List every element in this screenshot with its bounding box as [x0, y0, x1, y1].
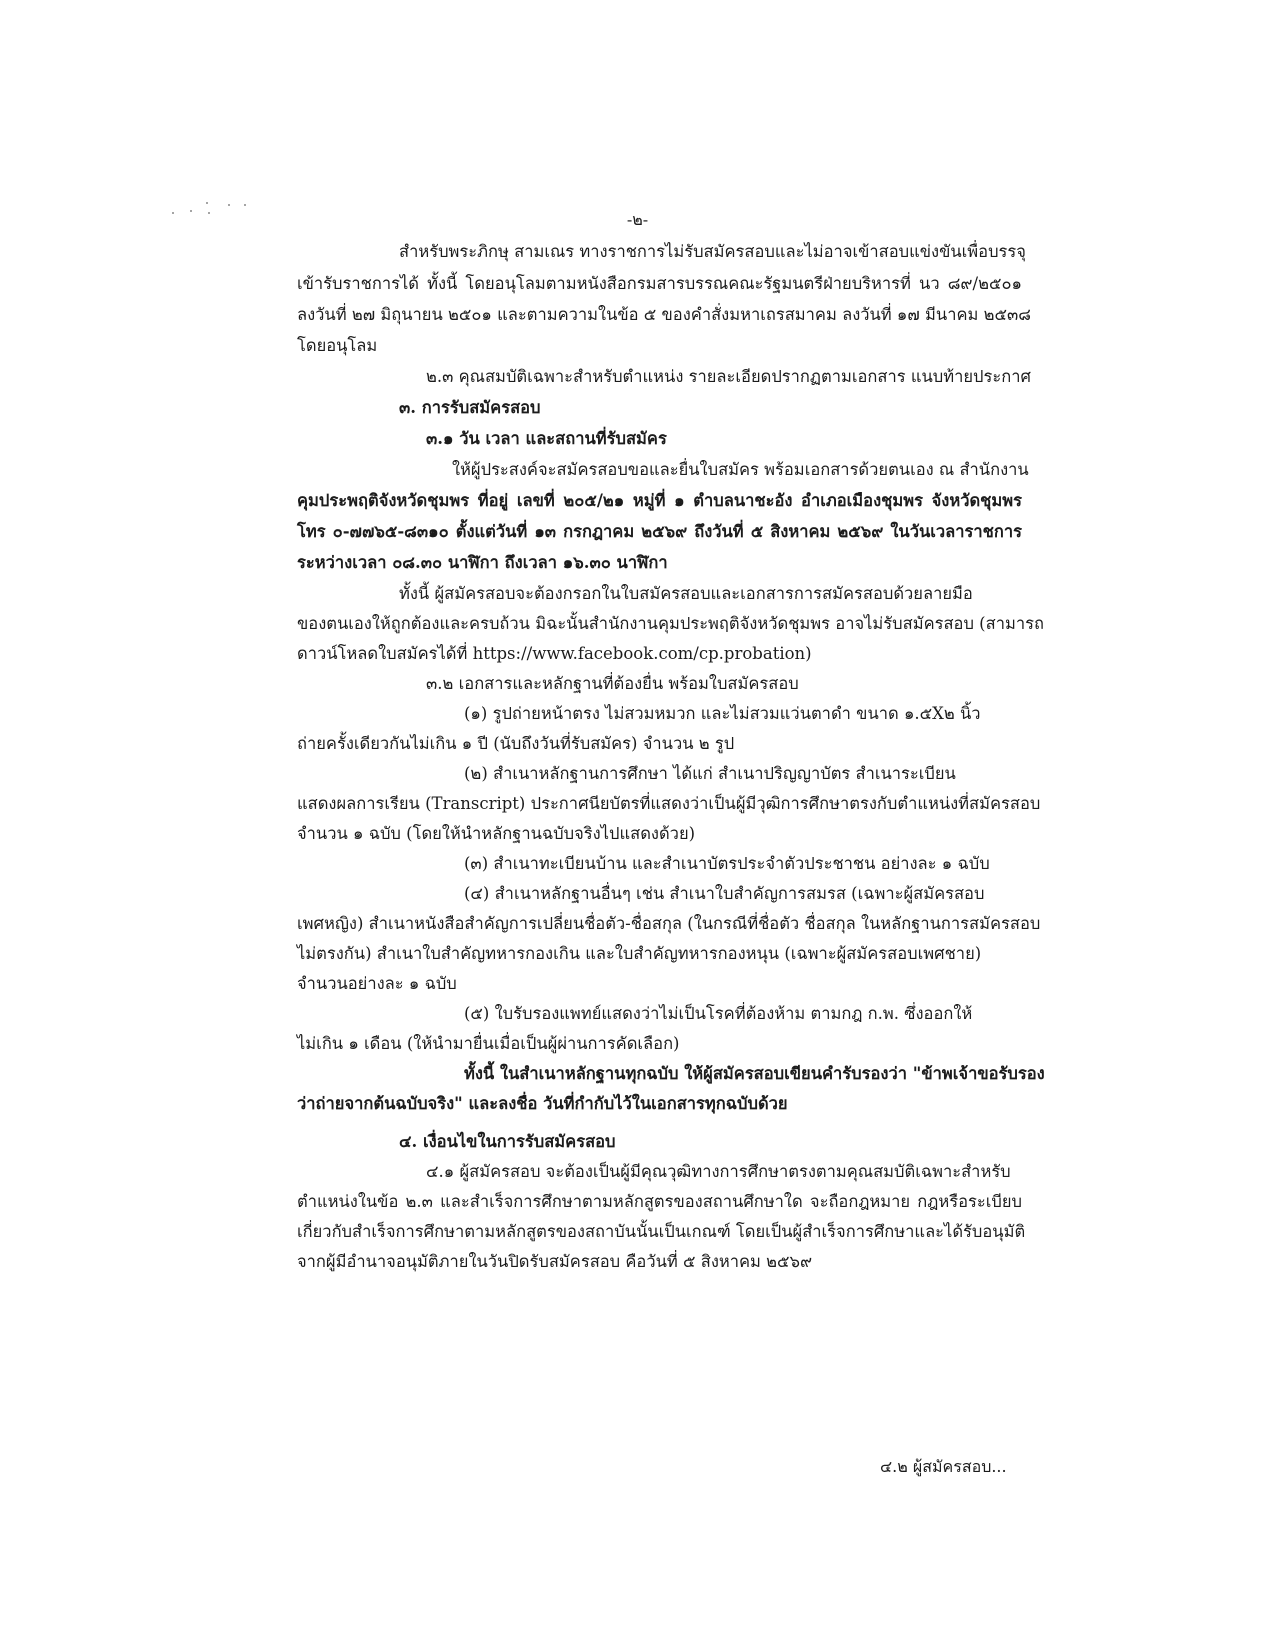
para-line: แสดงผลการเรียน (Transcript) ประกาศนียบัตรที่แสดงว่าเป็นผู้มีวุฒิการศึกษาตรงกับตำแหน่งที่สมัครสอบ	[297, 794, 1041, 813]
para-line: จากผู้มีอำนาจอนุมัติภายในวันปิดรับสมัครสอบ คือวันที่ ๕ สิงหาคม ๒๕๖๙	[297, 1252, 813, 1271]
para-line: จำนวนอย่างละ ๑ ฉบับ	[297, 974, 457, 993]
para-line: ไม่ตรงกัน) สำเนาใบสำคัญทหารกองเกิน และใบสำคัญทหารกองหนุน (เฉพาะผู้สมัครสอบเพศชาย)	[297, 944, 982, 963]
speck	[206, 202, 208, 204]
para-line: เกี่ยวกับสำเร็จการศึกษาตามหลักสูตรของสถาบันนั้นเป็นเกณฑ์ โดยเป็นผู้สำเร็จการศึกษาและได้รับอนุมัติ	[297, 1222, 1026, 1241]
para-line: ของตนเองให้ถูกต้องและครบถ้วน มิฉะนั้นสำนักงานคุมประพฤติจังหวัดชุมพร อาจไม่รับสมัครสอบ (สามารถ	[297, 614, 1044, 633]
speck	[228, 204, 230, 206]
para-line: ไม่เกิน ๑ เดือน (ให้นำมายื่นเมื่อเป็นผู้ผ่านการคัดเลือก)	[297, 1034, 680, 1053]
para-line: ดาวน์โหลดใบสมัครได้ที่ https://www.facebook.com/cp.probation)	[297, 644, 812, 663]
para-line: จำนวน ๑ ฉบับ (โดยให้นำหลักฐานฉบับจริงไปแสดงด้วย)	[297, 824, 696, 843]
para-line: ลงวันที่ ๒๗ มิถุนายน ๒๕๐๑ และตามความในข้อ ๕ ของคำสั่งมหาเถรสมาคม ลงวันที่ ๑๗ มีนาคม ๒๕๓๘	[297, 305, 1032, 324]
para-line: ทั้งนี้ ในสำเนาหลักฐานทุกฉบับ ให้ผู้สมัครสอบเขียนคำรับรองว่า "ข้าพเจ้าขอรับรอง	[464, 1064, 1045, 1083]
para-line: คุมประพฤติจังหวัดชุมพร ที่อยู่ เลขที่ ๒๐๕/๒๑ หมู่ที่ ๑ ตำบลนาชะอัง อำเภอเมืองชุมพร จังหวัดชุมพร	[297, 491, 1022, 510]
list-item: (๒) สำเนาหลักฐานการศึกษา ได้แก่ สำเนาปริญญาบัตร สำเนาระเบียน	[464, 764, 956, 783]
para-line: ถ่ายครั้งเดียวกันไม่เกิน ๑ ปี (นับถึงวันที่รับสมัคร) จำนวน ๒ รูป	[297, 734, 735, 753]
para-line: ทั้งนี้ ผู้สมัครสอบจะต้องกรอกในใบสมัครสอบและเอกสารการสมัครสอบด้วยลายมือ	[399, 584, 973, 603]
para-line: โทร ๐-๗๗๖๕-๘๓๑๐ ตั้งแต่วันที่ ๑๓ กรกฎาคม ๒๕๖๙ ถึงวันที่ ๕ สิงหาคม ๒๕๖๙ ในวันเวลาราชการ	[297, 522, 1022, 541]
para-line: เข้ารับราชการได้ ทั้งนี้ โดยอนุโลมตามหนังสือกรมสารบรรณคณะรัฐมนตรีฝ่ายบริหารที่ นว ๘๙/๒๕๐๑	[297, 274, 1022, 293]
para-line: ๔.๑ ผู้สมัครสอบ จะต้องเป็นผู้มีคุณวุฒิทางการศึกษาตรงตามคุณสมบัติเฉพาะสำหรับ	[426, 1162, 1011, 1181]
page-number: -๒-	[626, 210, 649, 229]
para-line: ระหว่างเวลา ๐๘.๓๐ นาฬิกา ถึงเวลา ๑๖.๓๐ นาฬิกา	[297, 553, 668, 572]
section-heading: ๓. การรับสมัครสอบ	[399, 398, 541, 417]
para-line: ให้ผู้ประสงค์จะสมัครสอบขอและยื่นใบสมัคร พร้อมเอกสารด้วยตนเอง ณ สำนักงาน	[452, 460, 1029, 479]
continuation-footer: ๔.๒ ผู้สมัครสอบ...	[880, 1457, 1007, 1476]
para-line: ตำแหน่งในข้อ ๒.๓ และสำเร็จการศึกษาตามหลักสูตรของสถานศึกษาใด จะถือกฎหมาย กฎหรือระเบียบ	[297, 1192, 1022, 1211]
section-heading: ๔. เงื่อนไขในการรับสมัครสอบ	[399, 1132, 616, 1151]
list-item: (๕) ใบรับรองแพทย์แสดงว่าไม่เป็นโรคที่ต้องห้าม ตามกฎ ก.พ. ซึ่งออกให้	[464, 1004, 973, 1023]
para-line: เพศหญิง) สำเนาหนังสือสำคัญการเปลี่ยนชื่อตัว-ชื่อสกุล (ในกรณีที่ชื่อตัว ชื่อสกุล ในหลักฐานการสมัครสอบ	[297, 914, 1041, 933]
list-item: (๓) สำเนาทะเบียนบ้าน และสำเนาบัตรประจำตัวประชาชน อย่างละ ๑ ฉบับ	[464, 854, 990, 873]
subsection-heading: ๓.๑ วัน เวลา และสถานที่รับสมัคร	[426, 429, 667, 448]
speck	[244, 204, 246, 206]
para-line: ว่าถ่ายจากต้นฉบับจริง" และลงชื่อ วันที่กำกับไว้ในเอกสารทุกฉบับด้วย	[297, 1094, 788, 1113]
section-heading: ๒.๓ คุณสมบัติเฉพาะสำหรับตำแหน่ง รายละเอียดปรากฏตามเอกสาร แนบท้ายประกาศ	[426, 367, 1031, 386]
para-line: โดยอนุโลม	[297, 336, 378, 355]
para-line: สำหรับพระภิกษุ สามเณร ทางราชการไม่รับสมัครสอบและไม่อาจเข้าสอบแข่งขันเพื่อบรรจุ	[399, 242, 1026, 261]
list-item: (๔) สำเนาหลักฐานอื่นๆ เช่น สำเนาใบสำคัญการสมรส (เฉพาะผู้สมัครสอบ	[464, 884, 985, 903]
subsection-heading: ๓.๒ เอกสารและหลักฐานที่ต้องยื่น พร้อมใบสมัครสอบ	[426, 674, 799, 693]
list-item: (๑) รูปถ่ายหน้าตรง ไม่สวมหมวก และไม่สวมแว่นตาดำ ขนาด ๑.๕X๒ นิ้ว	[464, 704, 981, 723]
